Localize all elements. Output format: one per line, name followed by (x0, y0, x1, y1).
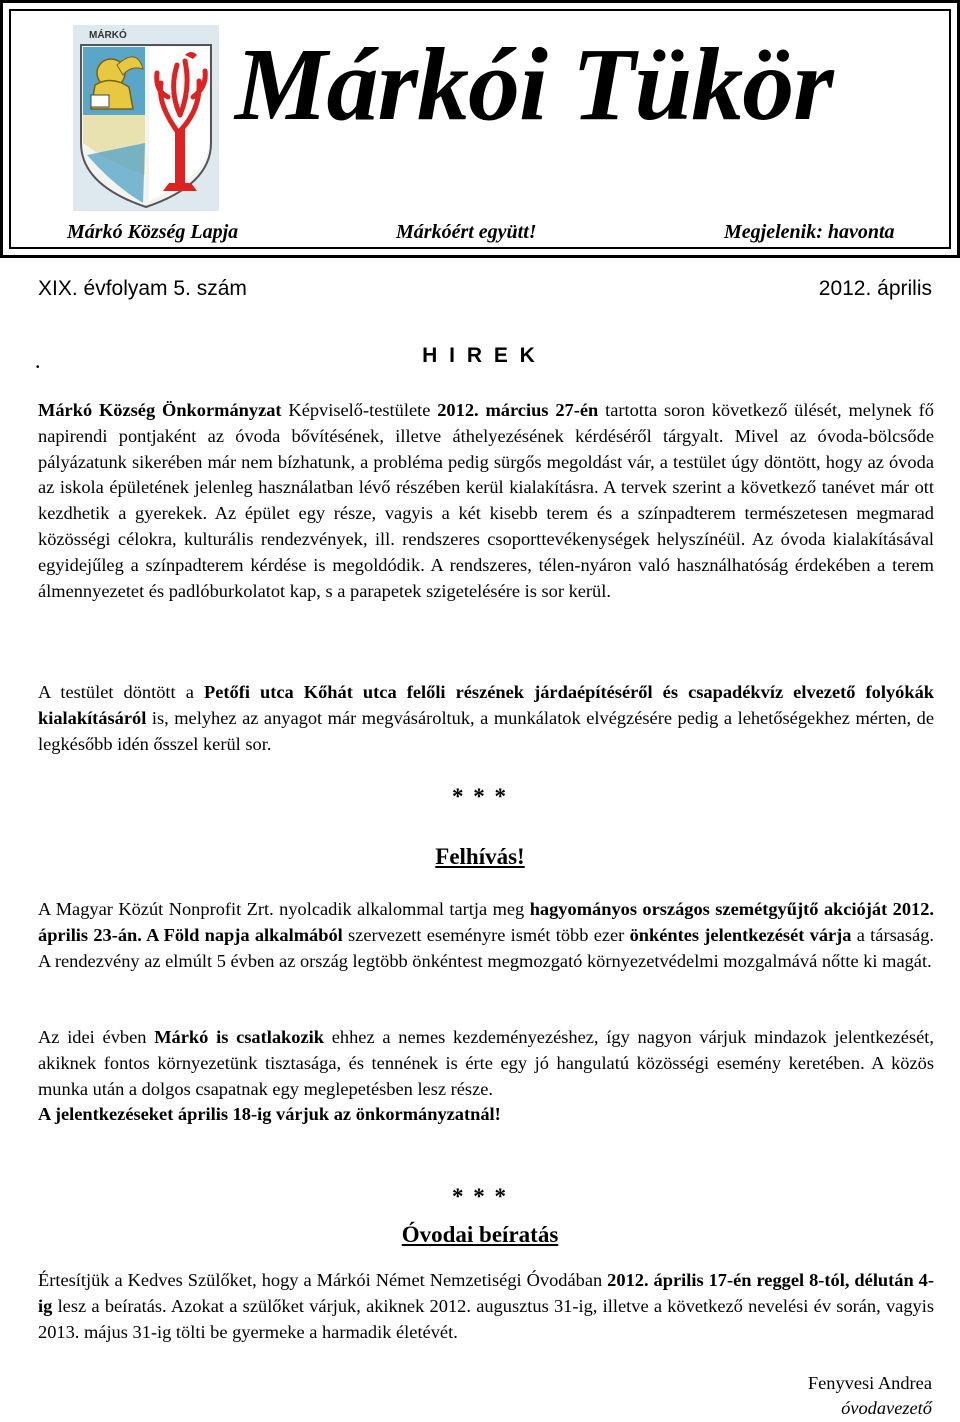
section-heading-kindergarten: Óvodai beíratás (401, 1222, 559, 1247)
news-p2-text-c: is, melyhez az anyagot már megvásároltuk, a munkálatok elvégzésére pedig a lehetőségekhez mérten, de legkésőbb idén ősszel kerül sor. (38, 707, 934, 754)
newspaper-title: Márkói Tükör (235, 27, 833, 142)
separator-2: * * * (452, 1184, 508, 1209)
appeal-p2-strong-b: Márkó is csatlakozik (154, 1027, 324, 1047)
appeal-p1-text-a: A Magyar Közút Nonprofit Zrt. nyolcadik alkalommal tartja meg (38, 899, 530, 919)
tagline-center: Márkóért együtt! (396, 221, 537, 243)
issue-date: 2012. április (818, 277, 932, 300)
masthead (0, 0, 960, 258)
news-p2-text-a: A testület döntött a (38, 682, 204, 702)
appeal-p1-strong-d: önkéntes jelentkezését várja (629, 924, 852, 945)
section-heading-appeal: Felhívás! (435, 844, 525, 869)
tagline-left: Márkó Község Lapja (67, 221, 239, 243)
signature-name: Fenyvesi Andrea (807, 1373, 932, 1393)
kg-p1-text-a: Értesítjük a Kedves Szülőket, hogy a Márkói Német Nemzetiségi Óvodában (38, 1270, 608, 1290)
appeal-p2-text-c: ehhez a nemes kezdeményezéshez, így nagyon várjuk mindazok jelentkezését, akiknek fontos környezetünk tisztasága, és tennének is érte egy jó hangulatú közösségi esemény keretében. A közös munka után a dolgos csapatnak egy meglepetésben lesz része. (38, 1027, 934, 1099)
appeal-p1-strong-b: hagyományos országos szemétgyűjtő akcióját 2012. április 23-án. A Föld napja alkalmából (38, 899, 935, 945)
tagline-right: Megjelenik: havonta (724, 221, 895, 243)
issue-volume: XIX. évfolyam 5. szám (38, 277, 247, 300)
kindergarten-paragraph-1 (38, 1268, 934, 1345)
kg-p1-text-c: lesz a beíratás. Azokat a szülőket várjuk, akiknek 2012. augusztus 31-ig, illetve a következő nevelési év során, vagyis 2013. május 31-ig tölti be gyermeke a harmadik életévét. (38, 1295, 934, 1342)
appeal-paragraph-2 (38, 1025, 934, 1128)
separator-1: * * * (452, 784, 508, 809)
appeal-p1-text-c: szervezett eseményre ismét több ezer (342, 924, 630, 945)
section-heading-news: H I R E K (422, 344, 538, 367)
appeal-p2-strong-d: A jelentkezéseket április 18-ig várjuk az önkormányzatnál! (38, 1104, 501, 1125)
news-p1-strong-c: 2012. március 27-én (437, 400, 599, 420)
appeal-p2-text-a: Az idei évben (38, 1027, 155, 1047)
signature-role: óvodavezető (841, 1398, 932, 1418)
kg-p1-strong-b: 2012. április 17-én reggel 8-tól, délután 4-ig (38, 1270, 934, 1316)
appeal-paragraph-1 (38, 897, 934, 974)
news-p1-text-d: tartotta soron következő ülését, melynek fő napirendi pontjaként az óvoda bővítésének, illetve áthelyezésének kérdéséről tárgyalt. Mivel az óvoda-bölcsőde pályázatunk sikerében már nem bízhatunk, a probléma pedig sürgős megoldást vár, a testület úgy döntött, hogy az óvoda az iskola épületének jelenleg használatban lévő részében kerül kialakításra. A tervek szerint a következő tanévet már ott kezdhetik a gyerekek. Az épület egy része, vagyis a két kisebb terem és a színpadterem természetesen megmarad közösségi célokra, kulturális rendezvények, ill. rendszeres csoporttevékenységek helyszínéül. Az óvoda kialakításával egyidejűleg a színpadterem kérdése is megoldódik. A rendszeres, télen-nyáron való használhatóság érdekében a terem álmennyezetet és padlóburkolatot kap, s a parapetek szigetelésére is sor kerül. (38, 400, 934, 601)
news-paragraph-2 (38, 680, 934, 757)
village-crest-icon (73, 25, 219, 211)
news-p1-text-b: Képviselő-testülete (281, 400, 438, 420)
appeal-p1-text-e: a társaság. A rendezvény az elmúlt 5 évben az ország legtöbb önkéntest megmozgató környezetvédelmi mozgalmává nőtte ki magát. (38, 924, 934, 971)
news-p2-strong-b: Petőfi utca Kőhát utca felőli részének járdaépítéséről és csapadékvíz elvezető folyókák kialakításáról (38, 682, 935, 728)
crest-label: MÁRKÓ (89, 30, 127, 41)
news-paragraph-1 (38, 398, 934, 604)
news-p1-strong-a: Márkó Község Önkormányzat (38, 400, 282, 420)
bullet-marker: • (36, 362, 40, 373)
